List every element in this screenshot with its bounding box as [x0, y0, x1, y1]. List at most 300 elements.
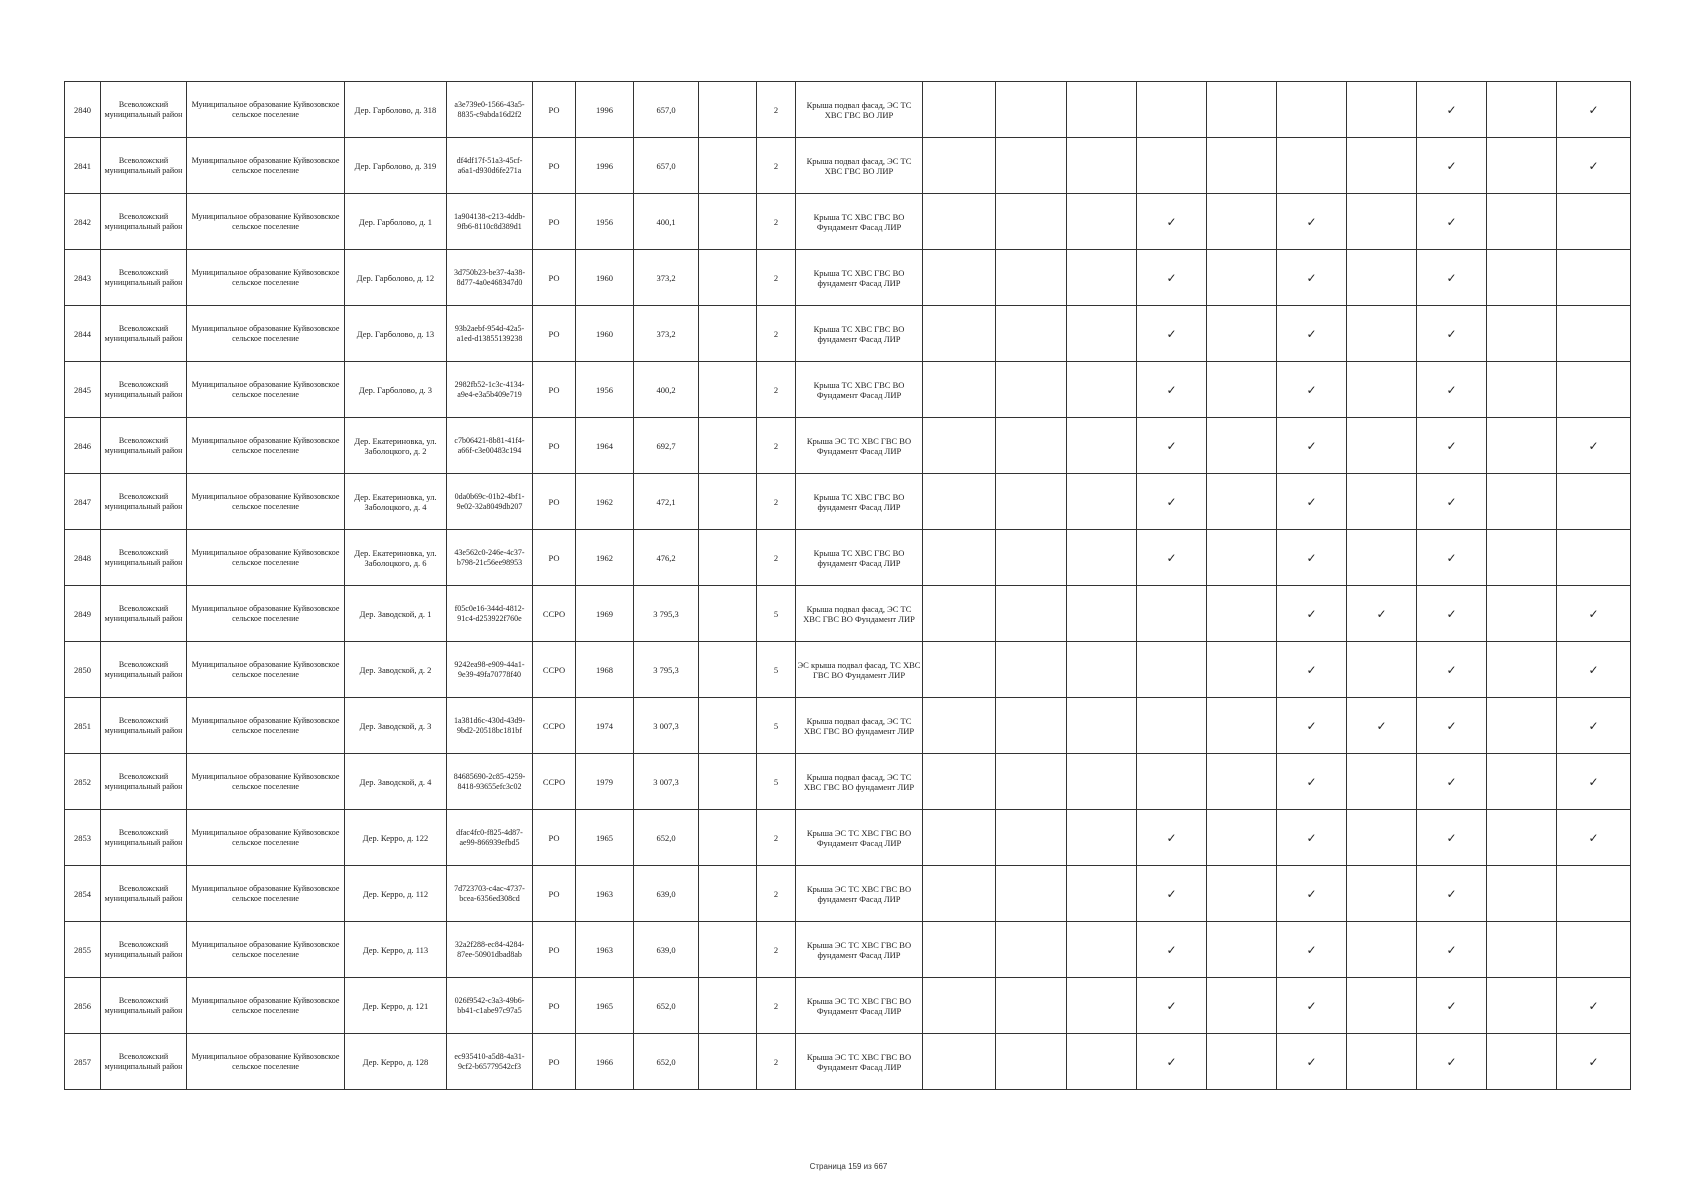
empty-check-cell [1277, 138, 1347, 194]
address-cell: Дер. Керро, д. 128 [345, 1034, 447, 1090]
address-cell: Дер. Заводской, д. 1 [345, 586, 447, 642]
works-cell: Крыша ТС ХВС ГВС ВО фундамент Фасад ЛИР [796, 306, 923, 362]
empty-check-cell [1347, 642, 1417, 698]
empty-check-cell [1207, 418, 1277, 474]
empty-check-cell [1207, 306, 1277, 362]
check-mark-icon: ✓ [1417, 1034, 1487, 1090]
guid-cell: 32a2f288-ec84-4284-87ee-50901dbad8ab [447, 922, 533, 978]
empty-check-cell [1207, 474, 1277, 530]
empty-check-cell [1487, 418, 1557, 474]
empty-check-cell [996, 194, 1067, 250]
check-mark-icon: ✓ [1277, 922, 1347, 978]
empty-check-cell [1347, 474, 1417, 530]
floors-cell: 2 [757, 250, 796, 306]
works-cell: Крыша подвал фасад, ЭС ТС ХВС ГВС ВО фундамент ЛИР [796, 754, 923, 810]
guid-cell: 93b2aebf-954d-42a5-a1ed-d13855139238 [447, 306, 533, 362]
district-cell: Всеволожский муниципальный район [101, 866, 187, 922]
check-mark-icon: ✓ [1557, 82, 1631, 138]
page-footer: Страница 159 из 667 [809, 1162, 888, 1171]
method-cell: РО [533, 306, 576, 362]
check-mark-icon: ✓ [1417, 474, 1487, 530]
table-row [65, 82, 1631, 138]
empty-check-cell [1347, 250, 1417, 306]
floors-cell: 2 [757, 362, 796, 418]
empty-check-cell [996, 138, 1067, 194]
empty-check-cell [996, 754, 1067, 810]
year-cell: 1965 [576, 810, 634, 866]
empty-cell [699, 810, 757, 866]
floors-cell: 2 [757, 138, 796, 194]
check-mark-icon: ✓ [1137, 194, 1207, 250]
area-cell: 400,2 [634, 362, 699, 418]
check-mark-icon: ✓ [1137, 530, 1207, 586]
empty-check-cell [1067, 586, 1137, 642]
area-cell: 3 795,3 [634, 586, 699, 642]
empty-check-cell [1277, 82, 1347, 138]
check-mark-icon: ✓ [1557, 642, 1631, 698]
empty-check-cell [923, 138, 996, 194]
settlement-cell: Муниципальное образование Куйвозовское сельское поселение [187, 586, 345, 642]
guid-cell: 3d750b23-be37-4a38-8d77-4a0e468347d0 [447, 250, 533, 306]
year-cell: 1963 [576, 866, 634, 922]
empty-cell [699, 306, 757, 362]
year-cell: 1960 [576, 306, 634, 362]
empty-cell [699, 250, 757, 306]
check-mark-icon: ✓ [1137, 922, 1207, 978]
guid-cell: ec935410-a5d8-4a31-9cf2-b65779542cf3 [447, 1034, 533, 1090]
address-cell: Дер. Гарболово, д. 318 [345, 82, 447, 138]
floors-cell: 2 [757, 418, 796, 474]
empty-check-cell [1487, 474, 1557, 530]
empty-check-cell [1137, 698, 1207, 754]
empty-check-cell [923, 474, 996, 530]
works-cell: Крыша ЭС ТС ХВС ГВС ВО Фундамент Фасад ЛИР [796, 1034, 923, 1090]
empty-check-cell [1347, 866, 1417, 922]
empty-check-cell [996, 530, 1067, 586]
empty-check-cell [923, 82, 996, 138]
table-row [65, 362, 1631, 418]
check-mark-icon: ✓ [1277, 642, 1347, 698]
empty-check-cell [923, 1034, 996, 1090]
address-cell: Дер. Заводской, д. 2 [345, 642, 447, 698]
check-mark-icon: ✓ [1277, 474, 1347, 530]
empty-check-cell [1557, 306, 1631, 362]
check-mark-icon: ✓ [1557, 418, 1631, 474]
check-mark-icon: ✓ [1557, 754, 1631, 810]
works-cell: Крыша ЭС ТС ХВС ГВС ВО Фундамент Фасад ЛИР [796, 810, 923, 866]
table-row [65, 754, 1631, 810]
district-cell: Всеволожский муниципальный район [101, 922, 187, 978]
empty-cell [699, 586, 757, 642]
empty-check-cell [1207, 530, 1277, 586]
guid-cell: 84685690-2c85-4259-8418-93655efc3c02 [447, 754, 533, 810]
check-mark-icon: ✓ [1557, 1034, 1631, 1090]
year-cell: 1996 [576, 82, 634, 138]
check-mark-icon: ✓ [1417, 362, 1487, 418]
empty-cell [699, 138, 757, 194]
check-mark-icon: ✓ [1417, 642, 1487, 698]
check-mark-icon: ✓ [1277, 194, 1347, 250]
check-mark-icon: ✓ [1277, 418, 1347, 474]
empty-check-cell [1137, 586, 1207, 642]
check-mark-icon: ✓ [1417, 194, 1487, 250]
row-number: 2853 [65, 810, 101, 866]
check-mark-icon: ✓ [1277, 586, 1347, 642]
empty-check-cell [1207, 586, 1277, 642]
empty-check-cell [1137, 82, 1207, 138]
check-mark-icon: ✓ [1137, 866, 1207, 922]
method-cell: ССРО [533, 586, 576, 642]
floors-cell: 2 [757, 866, 796, 922]
empty-check-cell [1487, 362, 1557, 418]
district-cell: Всеволожский муниципальный район [101, 754, 187, 810]
check-mark-icon: ✓ [1417, 530, 1487, 586]
settlement-cell: Муниципальное образование Куйвозовское сельское поселение [187, 754, 345, 810]
check-mark-icon: ✓ [1277, 698, 1347, 754]
floors-cell: 5 [757, 642, 796, 698]
empty-check-cell [1557, 362, 1631, 418]
empty-check-cell [1137, 754, 1207, 810]
table-row [65, 1034, 1631, 1090]
empty-cell [699, 530, 757, 586]
works-cell: Крыша ТС ХВС ГВС ВО фундамент Фасад ЛИР [796, 250, 923, 306]
table-row [65, 306, 1631, 362]
check-mark-icon: ✓ [1137, 474, 1207, 530]
guid-cell: 2982fb52-1c3c-4134-a9e4-e3a5b409e719 [447, 362, 533, 418]
area-cell: 652,0 [634, 810, 699, 866]
area-cell: 639,0 [634, 866, 699, 922]
district-cell: Всеволожский муниципальный район [101, 586, 187, 642]
check-mark-icon: ✓ [1557, 698, 1631, 754]
works-cell: Крыша подвал фасад, ЭС ТС ХВС ГВС ВО фундамент ЛИР [796, 698, 923, 754]
empty-check-cell [1347, 194, 1417, 250]
empty-check-cell [996, 586, 1067, 642]
year-cell: 1956 [576, 362, 634, 418]
check-mark-icon: ✓ [1137, 250, 1207, 306]
empty-check-cell [1067, 530, 1137, 586]
row-number: 2850 [65, 642, 101, 698]
address-cell: Дер. Гарболово, д. 319 [345, 138, 447, 194]
floors-cell: 2 [757, 922, 796, 978]
empty-check-cell [1067, 138, 1137, 194]
row-number: 2857 [65, 1034, 101, 1090]
check-mark-icon: ✓ [1277, 250, 1347, 306]
check-mark-icon: ✓ [1277, 810, 1347, 866]
empty-check-cell [923, 586, 996, 642]
empty-check-cell [1207, 754, 1277, 810]
address-cell: Дер. Гарболово, д. 12 [345, 250, 447, 306]
empty-check-cell [996, 82, 1067, 138]
year-cell: 1968 [576, 642, 634, 698]
empty-check-cell [1067, 922, 1137, 978]
floors-cell: 2 [757, 194, 796, 250]
empty-check-cell [1557, 194, 1631, 250]
year-cell: 1965 [576, 978, 634, 1034]
empty-check-cell [1487, 250, 1557, 306]
settlement-cell: Муниципальное образование Куйвозовское сельское поселение [187, 810, 345, 866]
method-cell: РО [533, 922, 576, 978]
method-cell: РО [533, 810, 576, 866]
houses-table [64, 81, 1631, 1090]
check-mark-icon: ✓ [1277, 306, 1347, 362]
check-mark-icon: ✓ [1417, 418, 1487, 474]
empty-check-cell [1067, 866, 1137, 922]
empty-check-cell [1067, 642, 1137, 698]
area-cell: 657,0 [634, 82, 699, 138]
settlement-cell: Муниципальное образование Куйвозовское сельское поселение [187, 474, 345, 530]
empty-check-cell [1487, 306, 1557, 362]
table-row [65, 194, 1631, 250]
empty-cell [699, 194, 757, 250]
empty-check-cell [1347, 754, 1417, 810]
empty-cell [699, 866, 757, 922]
empty-check-cell [996, 250, 1067, 306]
empty-check-cell [1207, 978, 1277, 1034]
district-cell: Всеволожский муниципальный район [101, 810, 187, 866]
empty-check-cell [1207, 82, 1277, 138]
table-row [65, 698, 1631, 754]
empty-check-cell [1067, 474, 1137, 530]
works-cell: Крыша подвал фасад, ЭС ТС ХВС ГВС ВО ЛИР [796, 138, 923, 194]
empty-check-cell [1487, 138, 1557, 194]
area-cell: 400,1 [634, 194, 699, 250]
empty-check-cell [1347, 362, 1417, 418]
check-mark-icon: ✓ [1557, 978, 1631, 1034]
check-mark-icon: ✓ [1417, 586, 1487, 642]
empty-check-cell [1067, 362, 1137, 418]
empty-check-cell [996, 810, 1067, 866]
row-number: 2854 [65, 866, 101, 922]
area-cell: 472,1 [634, 474, 699, 530]
empty-check-cell [1207, 642, 1277, 698]
empty-check-cell [996, 362, 1067, 418]
settlement-cell: Муниципальное образование Куйвозовское сельское поселение [187, 306, 345, 362]
method-cell: ССРО [533, 698, 576, 754]
check-mark-icon: ✓ [1137, 362, 1207, 418]
district-cell: Всеволожский муниципальный район [101, 530, 187, 586]
area-cell: 657,0 [634, 138, 699, 194]
address-cell: Дер. Екатериновка, ул. Заболоцкого, д. 6 [345, 530, 447, 586]
empty-check-cell [996, 866, 1067, 922]
method-cell: РО [533, 138, 576, 194]
table-row [65, 530, 1631, 586]
guid-cell: f05c0e16-344d-4812-91c4-d253922f760e [447, 586, 533, 642]
works-cell: Крыша подвал фасад, ЭС ТС ХВС ГВС ВО ЛИР [796, 82, 923, 138]
district-cell: Всеволожский муниципальный район [101, 138, 187, 194]
area-cell: 3 007,3 [634, 754, 699, 810]
year-cell: 1979 [576, 754, 634, 810]
empty-check-cell [1347, 306, 1417, 362]
row-number: 2844 [65, 306, 101, 362]
area-cell: 373,2 [634, 306, 699, 362]
empty-check-cell [1347, 1034, 1417, 1090]
row-number: 2847 [65, 474, 101, 530]
empty-check-cell [1487, 194, 1557, 250]
row-number: 2840 [65, 82, 101, 138]
works-cell: Крыша ЭС ТС ХВС ГВС ВО Фундамент Фасад ЛИР [796, 978, 923, 1034]
method-cell: РО [533, 418, 576, 474]
empty-check-cell [1347, 922, 1417, 978]
empty-check-cell [996, 1034, 1067, 1090]
empty-check-cell [1067, 810, 1137, 866]
check-mark-icon: ✓ [1417, 810, 1487, 866]
address-cell: Дер. Керро, д. 122 [345, 810, 447, 866]
table-row [65, 474, 1631, 530]
address-cell: Дер. Керро, д. 112 [345, 866, 447, 922]
empty-check-cell [1487, 642, 1557, 698]
empty-check-cell [1207, 922, 1277, 978]
empty-check-cell [996, 418, 1067, 474]
empty-check-cell [1207, 810, 1277, 866]
empty-check-cell [996, 978, 1067, 1034]
empty-check-cell [923, 250, 996, 306]
floors-cell: 5 [757, 754, 796, 810]
empty-check-cell [1487, 530, 1557, 586]
empty-check-cell [1347, 82, 1417, 138]
check-mark-icon: ✓ [1417, 250, 1487, 306]
settlement-cell: Муниципальное образование Куйвозовское сельское поселение [187, 978, 345, 1034]
year-cell: 1966 [576, 1034, 634, 1090]
method-cell: РО [533, 82, 576, 138]
settlement-cell: Муниципальное образование Куйвозовское сельское поселение [187, 418, 345, 474]
settlement-cell: Муниципальное образование Куйвозовское сельское поселение [187, 194, 345, 250]
settlement-cell: Муниципальное образование Куйвозовское сельское поселение [187, 866, 345, 922]
empty-check-cell [923, 978, 996, 1034]
data-table-container [64, 81, 1630, 1090]
check-mark-icon: ✓ [1417, 306, 1487, 362]
empty-cell [699, 1034, 757, 1090]
empty-check-cell [1487, 698, 1557, 754]
empty-check-cell [923, 754, 996, 810]
table-row [65, 586, 1631, 642]
check-mark-icon: ✓ [1557, 586, 1631, 642]
year-cell: 1974 [576, 698, 634, 754]
method-cell: ССРО [533, 754, 576, 810]
check-mark-icon: ✓ [1137, 418, 1207, 474]
table-row [65, 642, 1631, 698]
empty-check-cell [1487, 978, 1557, 1034]
empty-check-cell [996, 922, 1067, 978]
year-cell: 1964 [576, 418, 634, 474]
empty-check-cell [1487, 754, 1557, 810]
method-cell: РО [533, 866, 576, 922]
empty-check-cell [1067, 82, 1137, 138]
method-cell: РО [533, 474, 576, 530]
table-row [65, 810, 1631, 866]
settlement-cell: Муниципальное образование Куйвозовское сельское поселение [187, 1034, 345, 1090]
settlement-cell: Муниципальное образование Куйвозовское сельское поселение [187, 250, 345, 306]
empty-check-cell [1137, 642, 1207, 698]
empty-check-cell [1557, 922, 1631, 978]
address-cell: Дер. Керро, д. 113 [345, 922, 447, 978]
floors-cell: 5 [757, 586, 796, 642]
empty-cell [699, 642, 757, 698]
table-body [65, 82, 1631, 1090]
check-mark-icon: ✓ [1417, 754, 1487, 810]
empty-check-cell [1067, 194, 1137, 250]
empty-check-cell [1207, 866, 1277, 922]
district-cell: Всеволожский муниципальный район [101, 306, 187, 362]
method-cell: РО [533, 194, 576, 250]
empty-check-cell [1557, 866, 1631, 922]
works-cell: Крыша ЭС ТС ХВС ГВС ВО фундамент Фасад ЛИР [796, 922, 923, 978]
area-cell: 652,0 [634, 978, 699, 1034]
district-cell: Всеволожский муниципальный район [101, 474, 187, 530]
empty-check-cell [1207, 362, 1277, 418]
floors-cell: 2 [757, 82, 796, 138]
row-number: 2849 [65, 586, 101, 642]
address-cell: Дер. Гарболово, д. 3 [345, 362, 447, 418]
empty-check-cell [923, 306, 996, 362]
empty-check-cell [1487, 586, 1557, 642]
district-cell: Всеволожский муниципальный район [101, 194, 187, 250]
works-cell: Крыша ЭС ТС ХВС ГВС ВО фундамент Фасад ЛИР [796, 866, 923, 922]
table-row [65, 418, 1631, 474]
works-cell: Крыша ТС ХВС ГВС ВО фундамент Фасад ЛИР [796, 530, 923, 586]
check-mark-icon: ✓ [1277, 978, 1347, 1034]
guid-cell: 026f9542-c3a3-49b6-bb41-c1abe97c97a5 [447, 978, 533, 1034]
check-mark-icon: ✓ [1137, 306, 1207, 362]
guid-cell: 43e562c0-246e-4c37-b798-21c56ee98953 [447, 530, 533, 586]
guid-cell: df4df17f-51a3-45cf-a6a1-d930d6fe271a [447, 138, 533, 194]
check-mark-icon: ✓ [1137, 810, 1207, 866]
empty-check-cell [1557, 530, 1631, 586]
guid-cell: 1a904138-c213-4ddb-9fb6-8110c8d389d1 [447, 194, 533, 250]
empty-check-cell [1347, 138, 1417, 194]
check-mark-icon: ✓ [1277, 362, 1347, 418]
district-cell: Всеволожский муниципальный район [101, 250, 187, 306]
area-cell: 3 795,3 [634, 642, 699, 698]
check-mark-icon: ✓ [1137, 1034, 1207, 1090]
empty-cell [699, 754, 757, 810]
empty-check-cell [1557, 250, 1631, 306]
check-mark-icon: ✓ [1417, 866, 1487, 922]
table-row [65, 138, 1631, 194]
check-mark-icon: ✓ [1277, 530, 1347, 586]
empty-check-cell [1487, 866, 1557, 922]
empty-check-cell [1347, 810, 1417, 866]
guid-cell: a3e739e0-1566-43a5-8835-c9abda16d2f2 [447, 82, 533, 138]
empty-check-cell [996, 306, 1067, 362]
works-cell: Крыша ТС ХВС ГВС ВО Фундамент Фасад ЛИР [796, 194, 923, 250]
table-row [65, 922, 1631, 978]
empty-check-cell [923, 866, 996, 922]
empty-check-cell [923, 530, 996, 586]
works-cell: Крыша подвал фасад, ЭС ТС ХВС ГВС ВО Фундамент ЛИР [796, 586, 923, 642]
check-mark-icon: ✓ [1347, 698, 1417, 754]
area-cell: 652,0 [634, 1034, 699, 1090]
area-cell: 3 007,3 [634, 698, 699, 754]
empty-cell [699, 362, 757, 418]
floors-cell: 2 [757, 810, 796, 866]
row-number: 2845 [65, 362, 101, 418]
settlement-cell: Муниципальное образование Куйвозовское сельское поселение [187, 362, 345, 418]
table-row [65, 250, 1631, 306]
floors-cell: 2 [757, 978, 796, 1034]
method-cell: РО [533, 1034, 576, 1090]
row-number: 2842 [65, 194, 101, 250]
check-mark-icon: ✓ [1347, 586, 1417, 642]
empty-check-cell [1207, 250, 1277, 306]
check-mark-icon: ✓ [1417, 138, 1487, 194]
row-number: 2852 [65, 754, 101, 810]
area-cell: 373,2 [634, 250, 699, 306]
year-cell: 1962 [576, 474, 634, 530]
empty-cell [699, 474, 757, 530]
floors-cell: 2 [757, 530, 796, 586]
settlement-cell: Муниципальное образование Куйвозовское сельское поселение [187, 530, 345, 586]
row-number: 2848 [65, 530, 101, 586]
